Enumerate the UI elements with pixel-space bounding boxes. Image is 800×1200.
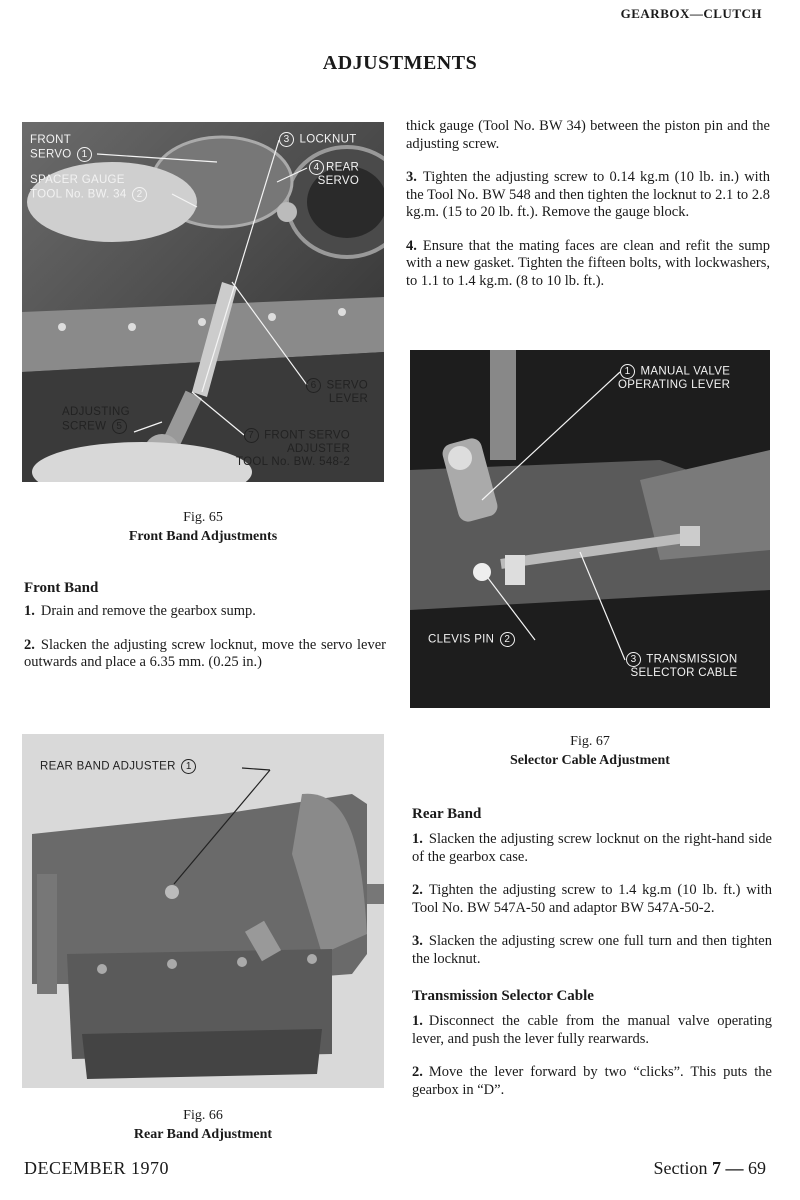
rear-band-step-2: 2. Tighten the adjusting screw to 1.4 kg.m (10 lb. ft.) with Tool No. BW 547A-50 and adaptor BW 547A-50-2. xyxy=(412,882,772,916)
callout-2: 2 xyxy=(500,632,515,647)
label-clevis-pin: CLEVIS PIN 2 xyxy=(428,632,517,647)
callout-7: 7 xyxy=(244,428,259,443)
label-locknut: 3 LOCKNUT xyxy=(277,132,357,147)
front-band-step-2: 2. Slacken the adjusting screw locknut, move the servo lever outwards and place a 6.35 mm. (0.25 in.) xyxy=(24,636,386,670)
rear-band-section xyxy=(412,806,772,1099)
front-band-step-3: 3. Tighten the adjusting screw to 0.14 kg.m (10 lb. in.) with the Tool No. BW 548 and then tighten the locknut to 2.1 to 2.8 kg.m. (15 to 20 lb. ft.). Remove the gauge block. xyxy=(406,169,770,220)
label-servo-lever: 6 SERVO LEVER xyxy=(304,378,368,406)
selector-cable-heading: Transmission Selector Cable xyxy=(412,988,594,1004)
selector-cable-step-2: 2. Move the lever forward by two “clicks”. This puts the gearbox in “D”. xyxy=(412,1064,772,1098)
front-band-continued xyxy=(406,118,770,290)
label-transmission-selector-cable: 3 TRANSMISSION SELECTOR CABLE xyxy=(624,652,737,680)
fig67-photo xyxy=(410,350,770,708)
fig66-illustration xyxy=(22,734,384,1088)
front-band-step-2-cont: thick gauge (Tool No. BW 34) between the piston pin and the adjusting screw. xyxy=(406,118,770,152)
front-band-step-1: 1. Drain and remove the gearbox sump. xyxy=(24,603,256,619)
callout-1: 1 xyxy=(181,759,196,774)
label-spacer-gauge: SPACER GAUGE TOOL No. BW. 34 2 xyxy=(30,174,149,202)
rear-band-heading: Rear Band xyxy=(412,806,482,822)
rear-band-step-1: 1. Slacken the adjusting screw locknut on the right-hand side of the gearbox case. xyxy=(412,831,772,865)
footer-date: DECEMBER 1970 xyxy=(24,1158,170,1178)
page-title: ADJUSTMENTS xyxy=(322,52,478,74)
front-band-heading: Front Band xyxy=(24,580,99,596)
fig66-photo xyxy=(22,734,384,1088)
label-rear-servo: 4 REAR SERVO xyxy=(307,160,359,188)
label-adjusting-screw: ADJUSTING SCREW 5 xyxy=(62,406,130,433)
label-rear-band-adjuster: REAR BAND ADJUSTER 1 xyxy=(40,759,198,774)
running-header: GEARBOX—CLUTCH xyxy=(620,6,762,21)
callout-4: 4 xyxy=(309,160,324,175)
selector-cable-step-1: 1. Disconnect the cable from the manual valve operating lever, and push the lever fully rearwards. xyxy=(412,1013,772,1047)
front-band-section xyxy=(24,580,386,672)
callout-1: 1 xyxy=(620,364,635,379)
fig67-caption: Fig. 67 Selector Cable Adjustment xyxy=(510,734,670,768)
callout-3: 3 xyxy=(279,132,294,147)
label-front-servo: FRONT SERVO 1 xyxy=(30,134,94,162)
fig65-caption: Fig. 65 Front Band Adjustments xyxy=(128,510,278,544)
callout-5: 5 xyxy=(112,419,127,434)
front-band-step-4: 4. Ensure that the mating faces are clean and refit the sump with a new gasket. Tighten the fifteen bolts, with lockwashers, to 1.1 to 1.4 kg.m. (8 to 10 lb. ft.). xyxy=(406,237,770,289)
fig65-photo xyxy=(22,122,384,482)
footer-page-ref: Section 7 — 69 xyxy=(653,1158,766,1178)
label-front-servo-adjuster: 7 FRONT SERVO ADJUSTER TOOL No. BW. 548-2 xyxy=(236,429,351,468)
callout-2: 2 xyxy=(132,187,147,202)
fig66-caption: Fig. 66 Rear Band Adjustment xyxy=(133,1108,273,1142)
callout-6: 6 xyxy=(306,378,321,393)
rear-band-step-3: 3. Slacken the adjusting screw one full turn and then tighten the locknut. xyxy=(412,933,772,967)
callout-1: 1 xyxy=(77,147,92,162)
label-manual-valve: 1 MANUAL VALVE OPERATING LEVER xyxy=(618,365,731,391)
callout-3: 3 xyxy=(626,652,641,667)
